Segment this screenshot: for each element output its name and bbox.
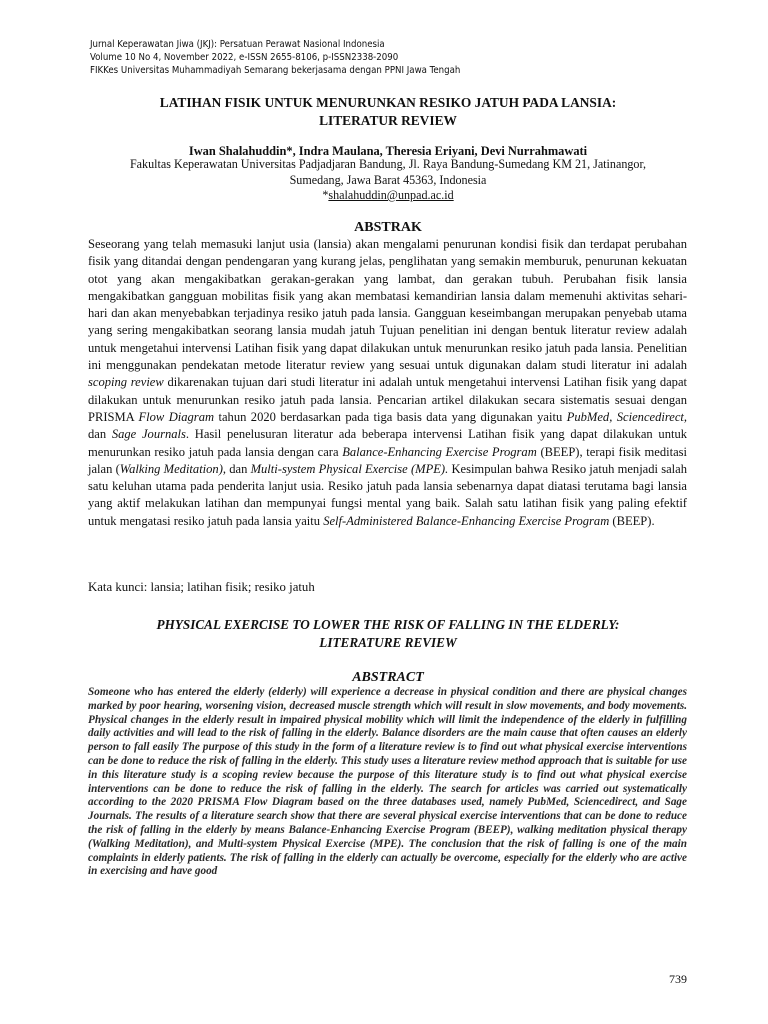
abstrak-text-8: (BEEP). [612,513,655,528]
abstrak-mpe: Multi-system Physical Exercise (MPE). [250,461,449,476]
email-asterisk: * [322,188,329,202]
abstrak-self-beep: Self-Administered Balance-Enhancing Exercise Program [323,513,610,528]
abstrak-text-6: , dan [222,461,248,476]
page-number: 739 [669,972,687,986]
journal-header [90,38,690,77]
abstrak-text-1: Seseorang yang telah memasuki lanjut usia (lansia) akan mengalami penurunan kondisi fisik dan terdapat perubahan fisik yang ditandai dengan pendengaran yang kurang jelas, penglihatan yang semakin memburuk, penurunan kekuatan otot yang akan mengakibatkan gerakan-gerakan yang lambat, dan gerakan tubuh. Perubahan fisik lansia mengakibatkan gangguan mobilitas fisik yang akan membatasi kemandirian lansia dalam memenuhi aktivitas sehari-hari dan akan menyebabkan terjadinya resiko jatuh pada lansia. Gangguan keseimbangan merupakan penyebab utama yang sering mengakibatkan seorang lansia mudah jatuh Tujuan penelitian ini dengan bentuk literatur review adalah untuk mengetahui intervensi Latihan fisik yang dapat dilakukan untuk menurunkan resiko jatuh pada lansia. Penelitian ini menggunakan pendekatan metode literatur review yang sesuai untuk digunakan dalam studi literatur ini adalah [88,237,687,373]
abstrak-text-2: dikarenakan tujuan dari studi literatur ini adalah untuk mengetahui intervensi Latihan fisik yang dapat dilakukan untuk menurunkan resiko jatuh pada lansia. Pencarian artikel dilakukan secara sistematis sesuai dengan PRISMA [88,375,688,424]
affiliation-line1: Fakultas Keperawatan Universitas Padjadjaran Bandung, Jl. Raya Bandung-Sumedang KM 21, Jatinangor, [129,157,647,171]
article-title [88,94,688,130]
affiliation-line2: Sumedang, Jawa Barat 45363, Indonesia [289,172,487,187]
keywords: Kata kunci: lansia; latihan fisik; resiko jatuh [88,580,315,594]
abstrak-walking-meditation: Walking Meditation) [119,461,223,476]
english-title-line2: LITERATURE REVIEW [319,635,457,650]
abstrak-databases: PubMed, Sciencedirect, [566,409,688,424]
corresponding-email [88,188,688,204]
abstrak-dan: dan [88,427,107,442]
abstrak-flow-diagram: Flow Diagram [138,409,215,424]
abstrak-body [88,236,687,530]
article-title-line1: LATIHAN FISIK UNTUK MENURUNKAN RESIKO JATUH PADA LANSIA: [159,95,617,110]
english-title [88,616,688,652]
journal-publisher: FIKKes Universitas Muhammadiyah Semarang bekerjasama dengan PPNI Jawa Tengah [90,65,461,76]
author-list: Iwan Shalahuddin*, Indra Maulana, Theresia Eriyani, Devi Nurrahmawati [188,144,588,158]
journal-name: Jurnal Keperawatan Jiwa (JKJ): Persatuan Perawat Nasional Indonesia [90,39,385,50]
english-title-line1: PHYSICAL EXERCISE TO LOWER THE RISK OF FALLING IN THE ELDERLY: [156,617,620,632]
abstrak-text-7: Kesimpulan bahwa Resiko jatuh menjadi salah satu keluhan utama pada penderita lanjut usia. Resiko jatuh pada lansia sebenarnya dapat diatasi terutama bagi lansia yang aktif melakukan latihan dan mempunyai fungsi mental yang baik. Salah satu latihan fisik yang paling efektif untuk mengatasi resiko jatuh pada lansia yaitu [88,461,687,528]
email-link[interactable]: shalahuddin@unpad.ac.id [328,188,454,202]
abstract-heading: ABSTRACT [352,670,424,685]
abstrak-beep: Balance-Enhancing Exercise Program [342,444,537,459]
affiliation [88,157,688,204]
abstrak-scoping-review: scoping review [88,375,164,390]
abstrak-text-5: (BEEP), terapi fisik meditasi jalan ( [88,444,688,476]
abstract-body: Someone who has entered the elderly (elderly) will experience a decrease in physical condition and there are physical changes marked by poor hearing, worsening vision, decreased muscle strength which will result in slow movements, and body movements. Physical changes in the elderly result in impaired physical mobility which will limit the independence of the elderly in fulfilling daily activities and will lead to the risk of falling in the elderly. Balance disorders are the main cause that often causes an elderly person to fall easily The purpose of this study in the form of a literature review is to find out what physical exercise interventions can be done to reduce the risk of falling in the elderly. This study uses a literature review method approach that is suitable for use in this literature study is a scoping review because the purpose of this literature study is to find out what physical exercise interventions can be done to reduce the risk of falling in the elderly. The search for articles was carried out systematically according to the 2020 PRISMA Flow Diagram based on the three databases used, namely PubMed, Sciencedirect, and Sage Journals. The results of a literature search show that there are several physical exercise interventions that can be done to reduce the risk of falling in the elderly by means Balance-Enhancing Exercise Program (BEEP), walking meditation physical therapy (Walking Meditation), and Multi-system Physical Exercise (MPE). The conclusion that the risk of falling is one of the main complaints in elderly patients. The risk of falling in the elderly can actually be overcome, especially for the elderly who are active in exercising and have good [88,686,687,878]
abstrak-text-4: . Hasil penelusuran literatur ada beberapa intervensi Latihan fisik yang dapat dilakukan untuk menurunkan resiko jatuh pada lansia dengan cara [88,427,688,459]
journal-volume: Volume 10 No 4, November 2022, e-ISSN 2655-8106, p-ISSN2338-2090 [90,52,399,63]
abstrak-heading: ABSTRAK [354,220,422,235]
abstrak-sage: Sage Journals [111,427,186,442]
abstrak-text-3: tahun 2020 berdasarkan pada tiga basis data yang digunakan yaitu [218,409,563,424]
article-title-line2: LITERATUR REVIEW [319,113,457,128]
